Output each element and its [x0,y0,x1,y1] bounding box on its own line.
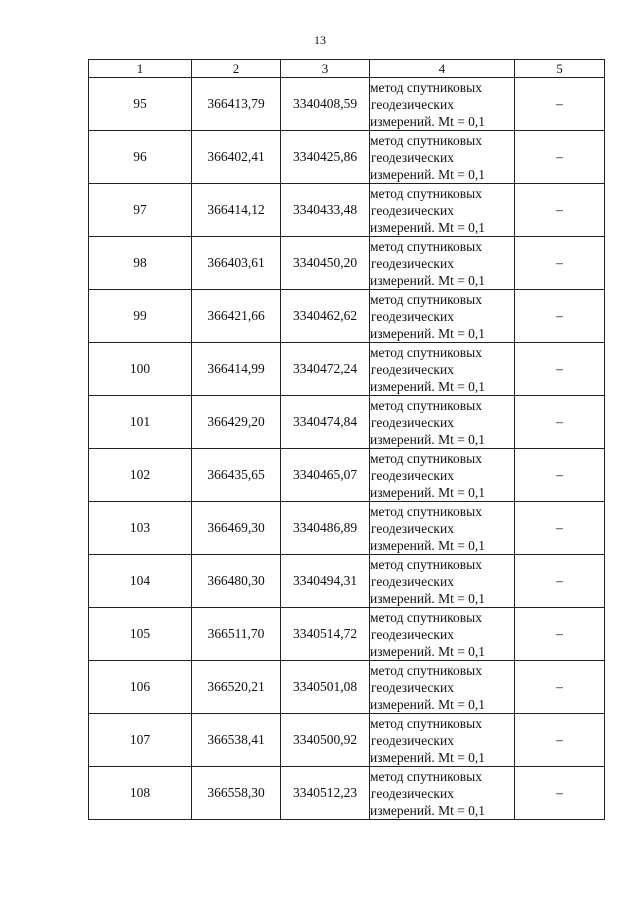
table-row [89,502,605,555]
column5-cell: – [515,767,605,820]
method-cell [370,502,515,555]
method-cell [370,237,515,290]
method-cell [370,767,515,820]
table-row [89,714,605,767]
method-line: геодезических [371,255,454,271]
y-coordinate-cell: 3340474,84 [281,396,370,449]
method-line: геодезических [371,732,454,748]
table-row [89,78,605,131]
column5-cell: – [515,502,605,555]
method-cell [370,78,515,131]
method-line: измерений. Mt = 0,1 [370,325,486,341]
method-line: измерений. Mt = 0,1 [370,696,486,712]
method-line: геодезических [371,573,454,589]
method-line: метод спутниковых [370,344,482,360]
x-coordinate-cell: 366435,65 [192,449,281,502]
column5-cell: – [515,131,605,184]
method-line: метод спутниковых [370,185,482,201]
page-number: 13 [314,33,326,47]
y-coordinate-cell: 3340512,23 [281,767,370,820]
table-row [89,184,605,237]
method-line: измерений. Mt = 0,1 [370,643,486,659]
point-number-cell: 108 [89,767,192,820]
point-number-cell: 105 [89,608,192,661]
x-coordinate-cell: 366421,66 [192,290,281,343]
method-line: измерений. Mt = 0,1 [370,484,486,500]
table-row [89,131,605,184]
y-coordinate-cell: 3340472,24 [281,343,370,396]
point-number-cell: 99 [89,290,192,343]
x-coordinate-cell: 366511,70 [192,608,281,661]
point-number-cell: 106 [89,661,192,714]
y-coordinate-cell: 3340433,48 [281,184,370,237]
point-number-cell: 103 [89,502,192,555]
x-coordinate-cell: 366429,20 [192,396,281,449]
x-coordinate-cell: 366538,41 [192,714,281,767]
y-coordinate-cell: 3340486,89 [281,502,370,555]
y-coordinate-cell: 3340408,59 [281,78,370,131]
table-row [89,396,605,449]
method-line: метод спутниковых [370,238,482,254]
table-header-row [89,60,605,78]
x-coordinate-cell: 366414,12 [192,184,281,237]
table-row [89,290,605,343]
method-cell [370,714,515,767]
method-line: метод спутниковых [370,79,482,95]
method-line: измерений. Mt = 0,1 [370,113,486,129]
method-line: метод спутниковых [370,397,482,413]
column5-cell: – [515,78,605,131]
method-line: измерений. Mt = 0,1 [370,802,486,818]
y-coordinate-cell: 3340465,07 [281,449,370,502]
method-line: измерений. Mt = 0,1 [370,272,486,288]
method-line: измерений. Mt = 0,1 [370,590,486,606]
column5-cell: – [515,184,605,237]
x-coordinate-cell: 366469,30 [192,502,281,555]
point-number-cell: 104 [89,555,192,608]
column5-cell: – [515,661,605,714]
point-number-cell: 100 [89,343,192,396]
method-line: геодезических [371,785,454,801]
column-header-5: 5 [515,60,605,78]
method-line: метод спутниковых [370,503,482,519]
table-row [89,555,605,608]
x-coordinate-cell: 366403,61 [192,237,281,290]
method-line: метод спутниковых [370,556,482,572]
method-line: геодезических [371,308,454,324]
method-cell [370,661,515,714]
method-line: геодезических [371,361,454,377]
x-coordinate-cell: 366413,79 [192,78,281,131]
point-number-cell: 107 [89,714,192,767]
column5-cell: – [515,449,605,502]
column5-cell: – [515,608,605,661]
method-line: метод спутниковых [370,291,482,307]
y-coordinate-cell: 3340494,31 [281,555,370,608]
method-cell [370,184,515,237]
method-line: метод спутниковых [370,662,482,678]
table-row [89,343,605,396]
column5-cell: – [515,714,605,767]
method-cell [370,131,515,184]
method-line: геодезических [371,626,454,642]
column5-cell: – [515,290,605,343]
x-coordinate-cell: 366414,99 [192,343,281,396]
x-coordinate-cell: 366558,30 [192,767,281,820]
method-line: измерений. Mt = 0,1 [370,166,486,182]
point-number-cell: 98 [89,237,192,290]
column5-cell: – [515,555,605,608]
y-coordinate-cell: 3340450,20 [281,237,370,290]
method-line: метод спутниковых [370,768,482,784]
table-row [89,661,605,714]
x-coordinate-cell: 366402,41 [192,131,281,184]
x-coordinate-cell: 366480,30 [192,555,281,608]
method-cell [370,608,515,661]
y-coordinate-cell: 3340500,92 [281,714,370,767]
table-row [89,608,605,661]
point-number-cell: 95 [89,78,192,131]
method-line: геодезических [371,679,454,695]
column5-cell: – [515,396,605,449]
method-line: геодезических [371,520,454,536]
method-line: метод спутниковых [370,450,482,466]
column5-cell: – [515,237,605,290]
x-coordinate-cell: 366520,21 [192,661,281,714]
method-cell [370,449,515,502]
method-line: геодезических [371,149,454,165]
table-row [89,449,605,502]
coordinates-table [88,59,605,820]
method-cell [370,290,515,343]
point-number-cell: 101 [89,396,192,449]
method-cell [370,343,515,396]
column-header-2: 2 [192,60,281,78]
method-cell [370,396,515,449]
method-cell [370,555,515,608]
method-line: геодезических [371,202,454,218]
method-line: измерений. Mt = 0,1 [370,219,486,235]
table-body [89,78,605,820]
method-line: измерений. Mt = 0,1 [370,749,486,765]
method-line: метод спутниковых [370,609,482,625]
method-line: геодезических [371,467,454,483]
y-coordinate-cell: 3340501,08 [281,661,370,714]
method-line: геодезических [371,96,454,112]
column-header-3: 3 [281,60,370,78]
method-line: геодезических [371,414,454,430]
point-number-cell: 97 [89,184,192,237]
method-line: метод спутниковых [370,132,482,148]
y-coordinate-cell: 3340462,62 [281,290,370,343]
method-line: измерений. Mt = 0,1 [370,378,486,394]
method-line: измерений. Mt = 0,1 [370,537,486,553]
method-line: измерений. Mt = 0,1 [370,431,486,447]
column-header-4: 4 [370,60,515,78]
y-coordinate-cell: 3340425,86 [281,131,370,184]
table-row [89,237,605,290]
point-number-cell: 96 [89,131,192,184]
y-coordinate-cell: 3340514,72 [281,608,370,661]
column-header-1: 1 [89,60,192,78]
point-number-cell: 102 [89,449,192,502]
column5-cell: – [515,343,605,396]
method-line: метод спутниковых [370,715,482,731]
table-row [89,767,605,820]
